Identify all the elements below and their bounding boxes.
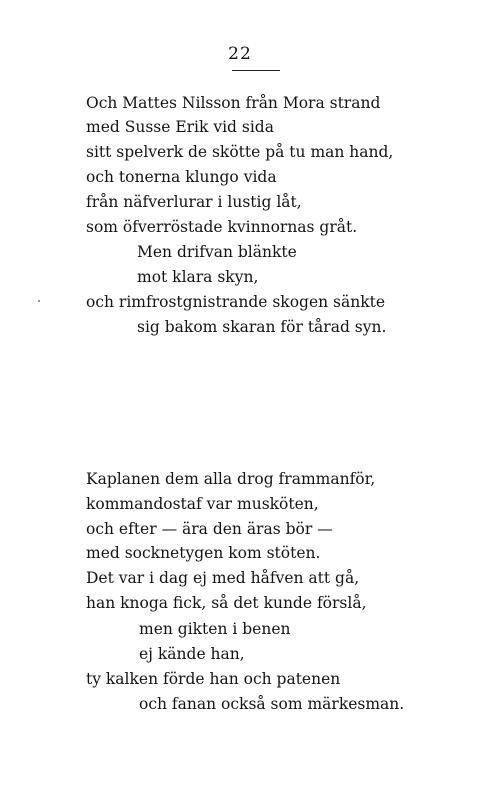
verse-line: Kaplanen dem alla drog frammanför,: [86, 470, 376, 488]
verse-line: ej kände han,: [139, 645, 245, 663]
verse-line: ty kalken förde han och patenen: [86, 670, 341, 688]
verse-line: men gikten i benen: [139, 620, 291, 638]
verse-line: Det var i dag ej med håfven att gå,: [86, 569, 360, 587]
verse-line: från näfverlurar i lustig låt,: [86, 193, 302, 211]
verse-line: han knoga fick, så det kunde förslå,: [86, 594, 367, 612]
verse-line: som öfverröstade kvinnornas gråt.: [86, 218, 358, 236]
paper-speck: [38, 300, 40, 302]
verse-line: med socknetygen kom stöten.: [86, 544, 321, 562]
page-number: 22: [228, 44, 252, 64]
verse-line: kommandostaf var musköten,: [86, 495, 319, 513]
verse-line: och rimfrostgnistrande skogen sänkte: [86, 293, 386, 311]
verse-line: och efter — ära den äras bör —: [86, 520, 333, 538]
page-number-rule: [232, 70, 280, 71]
verse-line: Och Mattes Nilsson från Mora strand: [86, 94, 381, 112]
verse-line: och tonerna klungo vida: [86, 168, 277, 186]
verse-line: Men drifvan blänkte: [137, 243, 297, 261]
verse-line: och fanan också som märkesman.: [139, 695, 405, 713]
verse-line: med Susse Erik vid sida: [86, 118, 274, 136]
verse-line: mot klara skyn,: [137, 268, 259, 286]
verse-line: sig bakom skaran för tårad syn.: [137, 318, 387, 336]
verse-line: sitt spelverk de skötte på tu man hand,: [86, 143, 394, 161]
